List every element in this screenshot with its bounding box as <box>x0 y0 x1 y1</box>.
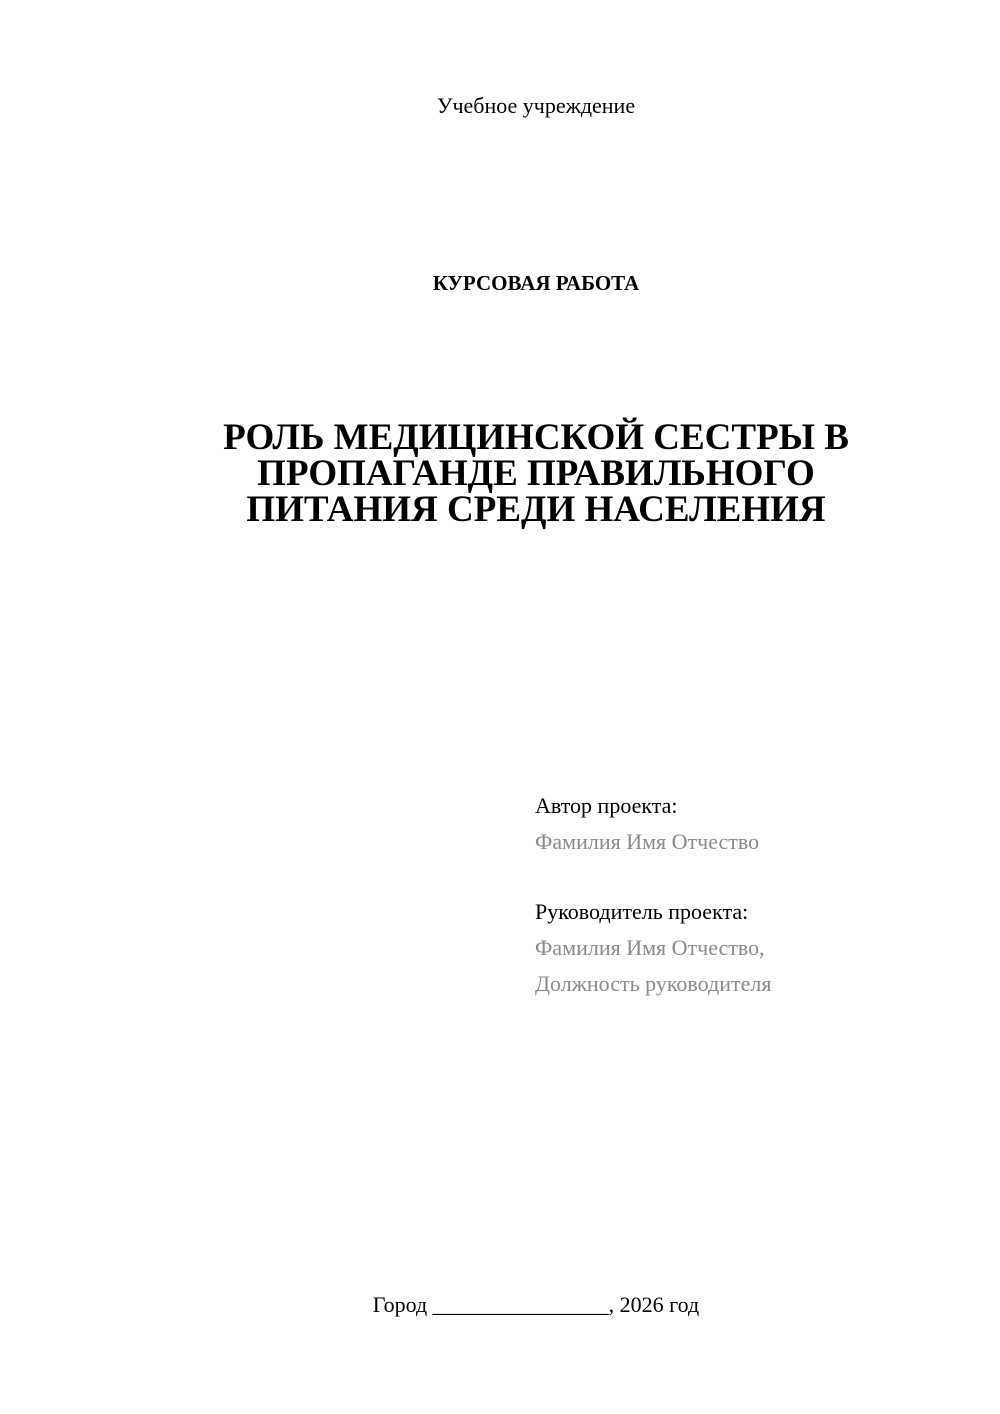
document-title <box>176 417 896 530</box>
supervisor-block <box>535 894 975 1002</box>
supervisor-position-placeholder: Должность руководителя <box>535 971 772 996</box>
title-line: РОЛЬ МЕДИЦИНСКОЙ СЕСТРЫ В <box>223 417 849 458</box>
document-type: КУРСОВАЯ РАБОТА <box>432 271 640 295</box>
author-name-placeholder: Фамилия Имя Отчество <box>535 829 760 854</box>
institution-name: Учебное учреждение <box>436 93 636 118</box>
title-line: ПИТАНИЯ СРЕДИ НАСЕЛЕНИЯ <box>246 489 826 530</box>
title-line: ПРОПАГАНДЕ ПРАВИЛЬНОГО <box>257 453 815 494</box>
author-label: Автор проекта: <box>535 793 678 818</box>
author-block <box>535 788 975 860</box>
city-year-line: Город ________________, 2026 год <box>372 1292 700 1317</box>
supervisor-label: Руководитель проекта: <box>535 899 749 924</box>
supervisor-name-placeholder: Фамилия Имя Отчество, <box>535 935 765 960</box>
